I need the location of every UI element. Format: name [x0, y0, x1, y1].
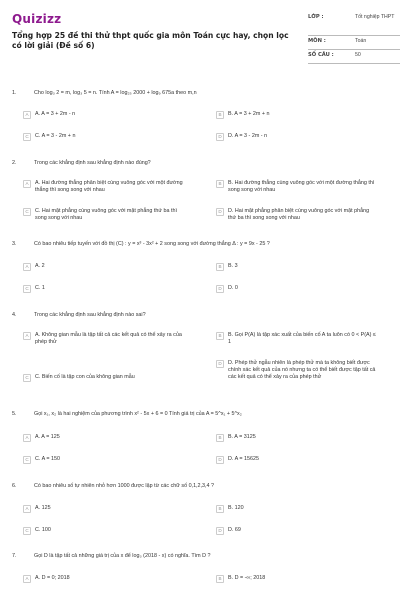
option-text: C. Biến cố là tập con của không gian mẫu — [35, 374, 135, 380]
meta-class-label: LỚP : — [308, 14, 324, 20]
option-text: C. 1 — [35, 285, 45, 291]
question-text: Trong các khẳng định sau khẳng định nào đúng? — [34, 160, 151, 166]
option-text: A. D = 0; 2018 — [35, 575, 70, 581]
option-letter: D — [216, 456, 224, 464]
question-text: Gọi x₁, x₂ là hai nghiệm của phương trình x² - 5x + 6 = 0 Tính giá trị của A = 5^x₁ + 5^x₂ — [34, 411, 242, 417]
meta-subject-label: MÔN : — [308, 38, 326, 44]
option-letter: B — [216, 263, 224, 271]
option-letter: A — [23, 111, 31, 119]
option-letter: C — [23, 374, 31, 382]
option-letter: A — [23, 180, 31, 188]
option-letter: C — [23, 285, 31, 293]
option-letter: D — [216, 360, 224, 368]
option-text: A. Hai đường thẳng phân biệt cùng vuông góc với một đường thẳng thì song song với nhau — [35, 180, 183, 193]
option-letter: D — [216, 285, 224, 293]
option-letter: B — [216, 505, 224, 513]
option-text: A. 125 — [35, 505, 51, 511]
option-text: D. 0 — [228, 285, 238, 291]
meta-class-value: Tốt nghiệp THPT — [355, 14, 395, 20]
worksheet-meta — [308, 12, 400, 64]
meta-class-row — [308, 12, 400, 36]
option-text: B. D = -∞; 2018 — [228, 575, 266, 581]
option-letter: D — [216, 208, 224, 216]
option-text: C. 100 — [35, 527, 51, 533]
option-text: A. A = 3 + 2m - n — [35, 111, 76, 117]
option-letter: C — [23, 456, 31, 464]
question-number: 6. — [12, 483, 17, 489]
option-text: D. Hai mặt phẳng phân biệt cùng vuông góc với mặt phẳng thứ ba thì song song với nhau — [228, 208, 370, 221]
question-text: Có bao nhiêu số tự nhiên nhỏ hơn 1000 được lập từ các chữ số 0,1,2,3,4 ? — [34, 483, 215, 489]
meta-count-row — [308, 50, 400, 64]
quizizz-logo: Quizizz — [12, 12, 62, 26]
question-number: 4. — [12, 312, 17, 318]
question-number: 5. — [12, 411, 17, 417]
meta-subject-row — [308, 36, 400, 50]
question-text: Có bao nhiêu tiếp tuyến với đồ thị (C) : y = x³ - 3x² + 2 song song với đường thẳng Δ : y = 9x - 25 ? — [34, 241, 270, 247]
meta-count-value: 50 — [355, 52, 361, 58]
option-text: C. A = 3 - 2m + n — [35, 133, 76, 139]
option-text: A. 2 — [35, 263, 45, 269]
option-text: A. A = 125 — [35, 434, 60, 440]
option-letter: D — [216, 133, 224, 141]
question-text: Gọi D là tập tất cả những giá trị của x để log₃ (2018 - x) có nghĩa. Tìm D ? — [34, 553, 211, 559]
option-text: D. A = 3 - 2m - n — [228, 133, 268, 139]
option-text: D. A = 15625 — [228, 456, 260, 462]
option-text: C. Hai mặt phẳng cùng vuông góc với mặt phẳng thứ ba thì song song với nhau — [35, 208, 177, 221]
option-letter: C — [23, 133, 31, 141]
worksheet-header — [12, 12, 395, 72]
option-letter: A — [23, 263, 31, 271]
option-letter: C — [23, 208, 31, 216]
worksheet-title: Tổng hợp 25 đề thi thử thpt quốc gia môn Toán cực hay, chọn lọc có lời giải (Đề số 6) — [12, 31, 289, 50]
option-letter: A — [23, 575, 31, 583]
option-text: B. Hai đường thẳng cùng vuông góc với một đường thẳng thì song song với nhau — [228, 180, 375, 193]
question-text: Trong các khẳng định sau khẳng định nào sai? — [34, 312, 146, 318]
option-text: B. A = 3125 — [228, 434, 256, 440]
option-letter: A — [23, 434, 31, 442]
option-text: B. Gọi P(A) là tập xác xuất của biến cố A ta luôn có 0 < P(A) ≤ 1 — [228, 332, 376, 345]
meta-count-label: SỐ CÂU : — [308, 52, 334, 58]
option-text: D. 69 — [228, 527, 241, 533]
option-text: C. A = 150 — [35, 456, 61, 462]
option-letter: B — [216, 111, 224, 119]
option-letter: D — [216, 527, 224, 535]
option-letter: C — [23, 527, 31, 535]
question-number: 7. — [12, 553, 17, 559]
option-letter: B — [216, 575, 224, 583]
option-letter: B — [216, 434, 224, 442]
question-number: 3. — [12, 241, 17, 247]
option-text: B. 120 — [228, 505, 244, 511]
option-text: B. 3 — [228, 263, 238, 269]
question-text: Cho log₃ 2 = m, log₃ 5 = n. Tính A = log₂₅ 2000 + log₉ 675a theo m,n — [34, 90, 197, 96]
option-letter: A — [23, 332, 31, 340]
option-letter: B — [216, 332, 224, 340]
meta-subject-value: Toán — [355, 38, 367, 44]
option-text: B. A = 3 + 2m + n — [228, 111, 270, 117]
option-letter: A — [23, 505, 31, 513]
option-letter: B — [216, 180, 224, 188]
option-text: A. Không gian mẫu là tập tất cả các kết quả có thể xảy ra của phép thử — [35, 332, 182, 345]
option-text: D. Phép thử ngẫu nhiên là phép thử mà ta không biết được chính xác kết quả của nó nhưng ta có thể biết được tập tất cả các kết quả có thể xảy ra của phép thử — [228, 360, 376, 380]
question-number: 1. — [12, 90, 17, 96]
question-number: 2. — [12, 160, 17, 166]
